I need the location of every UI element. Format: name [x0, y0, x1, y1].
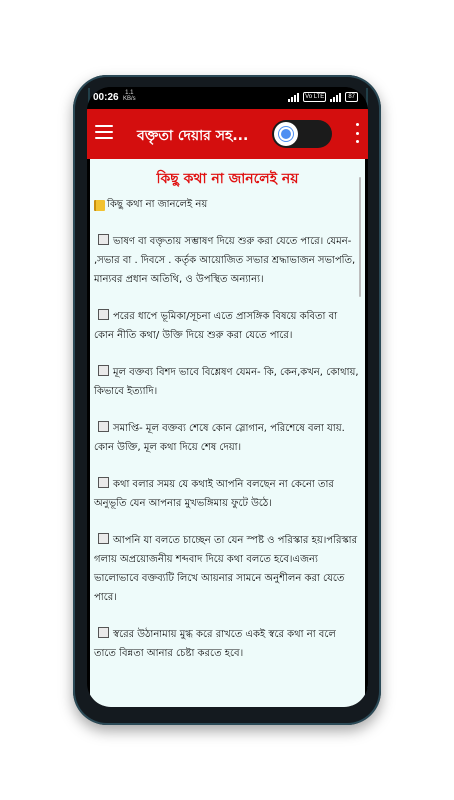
app-bar: [87, 109, 368, 159]
scrollbar[interactable]: [359, 177, 361, 297]
signal-icon-2: [330, 93, 341, 102]
night-mode-toggle[interactable]: [272, 120, 332, 148]
article-heading: কিছু কথা না জানলেই নয়: [156, 171, 299, 187]
list-item-text: স্বরের উঠানামায় মুগ্ধ করে রাখতে একই স্বরে কথা না বলে তাতে বিন্নতা আনার চেষ্টা করতে হবে।: [94, 629, 336, 659]
network-speed-value: 1.1: [125, 90, 134, 96]
toggle-knob: [274, 122, 298, 146]
page-title: বক্তৃতা দেয়ার সহ...: [137, 128, 249, 144]
checkbox-icon: [98, 234, 109, 245]
article-subheading: [94, 197, 365, 214]
status-time: 00:26: [93, 92, 119, 103]
checkbox-icon: [98, 421, 109, 432]
hamburger-menu-icon[interactable]: [95, 125, 113, 139]
checkbox-icon: [98, 627, 109, 638]
list-item: [94, 232, 359, 289]
list-item-text: মূল বক্তব্য বিশদ ভাবে বিশ্লেষণ যেমন- কি, কেন,কখন, কোথায়, কিভাবে ইত্যাদি।: [94, 367, 359, 397]
list-item: [94, 419, 359, 457]
checkbox-icon: [98, 533, 109, 544]
list-item-text: সমাপ্তি- মূল বক্তব্য শেষে কোন স্লোগান, পরিশেষে বলা যায়. কোন উক্তি, মূল কথা দিয়ে শেষ দেয়া।: [94, 423, 345, 453]
network-speed: [123, 90, 136, 102]
checkbox-icon: [98, 309, 109, 320]
list-item: [94, 307, 359, 345]
book-icon: [94, 200, 105, 211]
network-speed-unit: KB/s: [123, 96, 136, 102]
checkbox-icon: [98, 477, 109, 488]
phone-screen: [87, 87, 368, 707]
list-item: [94, 625, 359, 663]
list-item-text: কথা বলার সময় যে কথাই আপনি বলছেন না কেনো তার অনুভূতি যেন আপনার মুখভঙ্গিমায় ফুটে উঠে।: [94, 479, 334, 509]
list-item: [94, 475, 359, 513]
volte-badge: Vo LTE: [305, 94, 325, 100]
list-item-text: ভাষণ বা বক্তৃতায় সম্ভাষণ দিয়ে শুরু করা যেতে পারে। যেমন- ,সভার বা . দিবসে . কর্তৃক আয়োজিত সভার শ্রদ্ধাভাজন সভাপতি, মান্যবর প্রধান অতিথি, ও উপস্থিত অন্যান্য।: [94, 236, 356, 285]
status-icons: [288, 92, 358, 102]
list-item-text: আপনি যা বলতে চাচ্ছেন তা যেন স্পষ্ট ও পরিস্কার হয়।পরিস্কার গলায় অপ্রয়োজনীয় শব্দবাদ দিয়ে কথা বলতে হবে।এজন্য ভালোভাবে বক্তব্যটি লিখে আয়নার সামনে অনুশীলন করা যেতে পারে।: [94, 535, 358, 603]
list-item: [94, 531, 359, 607]
status-bar: [87, 87, 368, 109]
article-subheading-text: কিছু কথা না জানলেই নয়: [107, 199, 208, 210]
list-item: [94, 363, 359, 401]
battery-icon: 87: [345, 92, 358, 102]
article-content[interactable]: [90, 159, 365, 707]
checkbox-icon: [98, 365, 109, 376]
list-item-text: পরের ধাপে ভূমিকা/সূচনা এতে প্রাসঙ্গিক বিষয়ে কবিতা বা কোন নীতি কথা/ উক্তি দিয়ে শুরু করা যেতে পারে।: [94, 311, 338, 341]
more-options-icon[interactable]: [354, 123, 360, 143]
sun-icon: [281, 129, 291, 139]
signal-icon: [288, 93, 299, 102]
